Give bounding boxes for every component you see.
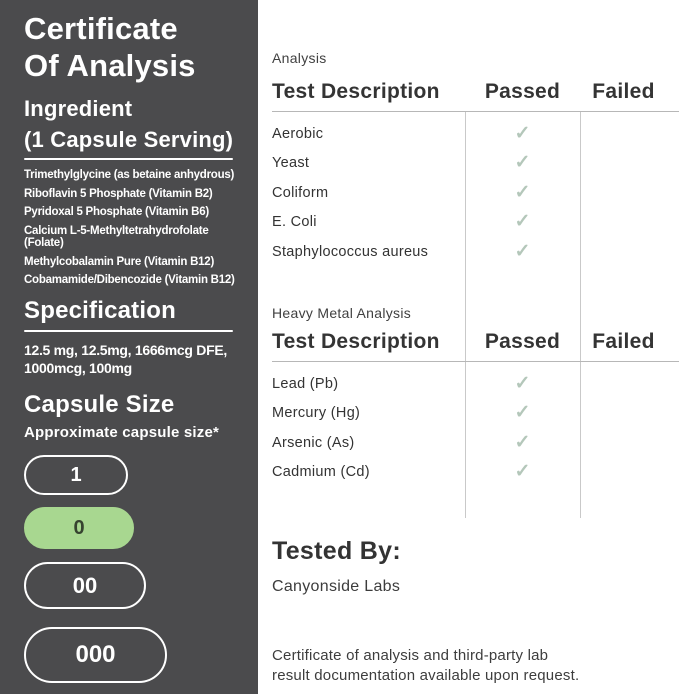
page-title-line2: Of Analysis xyxy=(24,48,196,83)
capsule-size-option-00[interactable] xyxy=(24,562,146,609)
ingredient-item: Pyridoxal 5 Phosphate (Vitamin B6) xyxy=(24,206,209,218)
test-name: Coliform xyxy=(272,184,329,201)
table-row xyxy=(272,458,679,488)
capsule-size-option-label: 000 xyxy=(75,641,116,668)
column-header-failed: Failed xyxy=(592,80,655,103)
column-header-passed: Passed xyxy=(484,80,561,103)
capsule-size-option-0-selected[interactable] xyxy=(24,507,134,549)
ingredient-heading xyxy=(24,93,233,155)
capsule-size-subheading: Approximate capsule size* xyxy=(24,424,220,441)
table-row xyxy=(272,399,679,429)
specification-value: 12.5 mg, 12.5mg, 1666mcg DFE, 1000mcg, 100mg xyxy=(24,342,227,376)
test-name: Cadmium (Cd) xyxy=(272,464,370,481)
ingredient-heading-line2: (1 Capsule Serving) xyxy=(24,127,234,152)
capsule-size-option-label: 0 xyxy=(73,516,85,539)
column-header-failed: Failed xyxy=(592,330,655,353)
capsule-size-heading: Capsule Size xyxy=(24,391,175,418)
analysis-content xyxy=(272,0,679,694)
passed-check-icon: ✓ xyxy=(514,372,531,394)
capsule-size-option-000[interactable] xyxy=(24,627,167,683)
ingredient-list xyxy=(24,169,237,293)
analysis-table-header xyxy=(272,74,679,112)
analysis-table-body xyxy=(272,112,679,267)
column-header-passed: Passed xyxy=(484,330,561,353)
test-name: E. Coli xyxy=(272,214,317,231)
table-row xyxy=(272,428,679,458)
tested-by-value: Canyonside Labs xyxy=(272,578,401,595)
heavy-metal-section-label: Heavy Metal Analysis xyxy=(272,305,412,321)
heavy-metal-table-body xyxy=(272,362,679,487)
ingredient-divider xyxy=(24,158,233,160)
table-row xyxy=(272,119,679,149)
capsule-size-option-1[interactable] xyxy=(24,455,128,495)
passed-check-icon: ✓ xyxy=(514,461,531,483)
tested-by-block xyxy=(272,537,401,596)
page-title-line1: Certificate xyxy=(24,11,178,46)
page-title xyxy=(24,10,196,84)
table-row xyxy=(272,369,679,399)
table-row xyxy=(272,208,679,238)
passed-check-icon: ✓ xyxy=(514,152,531,174)
analysis-section-label: Analysis xyxy=(272,50,327,66)
test-name: Staphylococcus aureus xyxy=(272,243,429,260)
heavy-metal-table-header xyxy=(272,324,679,362)
table-row xyxy=(272,178,679,208)
capsule-size-option-label: 00 xyxy=(72,572,98,598)
capsule-size-option-label: 1 xyxy=(70,463,82,486)
test-name: Yeast xyxy=(272,155,310,172)
table-row xyxy=(272,237,679,267)
ingredient-item: Trimethylglycine (as betaine anhydrous) xyxy=(24,169,235,181)
table-row xyxy=(272,149,679,179)
footer-note xyxy=(272,646,579,686)
column-header-test-description: Test Description xyxy=(272,330,440,353)
specification-divider xyxy=(24,330,233,332)
footer-note-line1: Certificate of analysis and third-party lab xyxy=(272,647,549,664)
certificate-sidebar xyxy=(0,0,258,694)
test-name: Aerobic xyxy=(272,125,324,142)
passed-check-icon: ✓ xyxy=(514,402,531,424)
passed-check-icon: ✓ xyxy=(514,240,531,262)
ingredient-heading-line1: Ingredient xyxy=(24,96,133,121)
test-name: Mercury (Hg) xyxy=(272,405,361,422)
passed-check-icon: ✓ xyxy=(514,181,531,203)
passed-check-icon: ✓ xyxy=(514,431,531,453)
specification-heading: Specification xyxy=(24,297,176,324)
test-name: Lead (Pb) xyxy=(272,375,339,392)
footer-note-line2: result documentation available upon request. xyxy=(272,667,580,684)
tested-by-heading: Tested By: xyxy=(272,537,401,565)
column-header-test-description: Test Description xyxy=(272,80,440,103)
ingredient-item: Methylcobalamin Pure (Vitamin B12) xyxy=(24,255,215,268)
ingredient-item: Cobamamide/Dibencozide (Vitamin B12) xyxy=(24,274,235,286)
passed-check-icon: ✓ xyxy=(514,122,531,144)
ingredient-item: Riboflavin 5 Phosphate (Vitamin B2) xyxy=(24,187,213,200)
ingredient-item: Calcium L-5-Methyltetrahydrofolate (Folate) xyxy=(24,224,209,249)
passed-check-icon: ✓ xyxy=(514,211,531,233)
test-name: Arsenic (As) xyxy=(272,434,355,451)
